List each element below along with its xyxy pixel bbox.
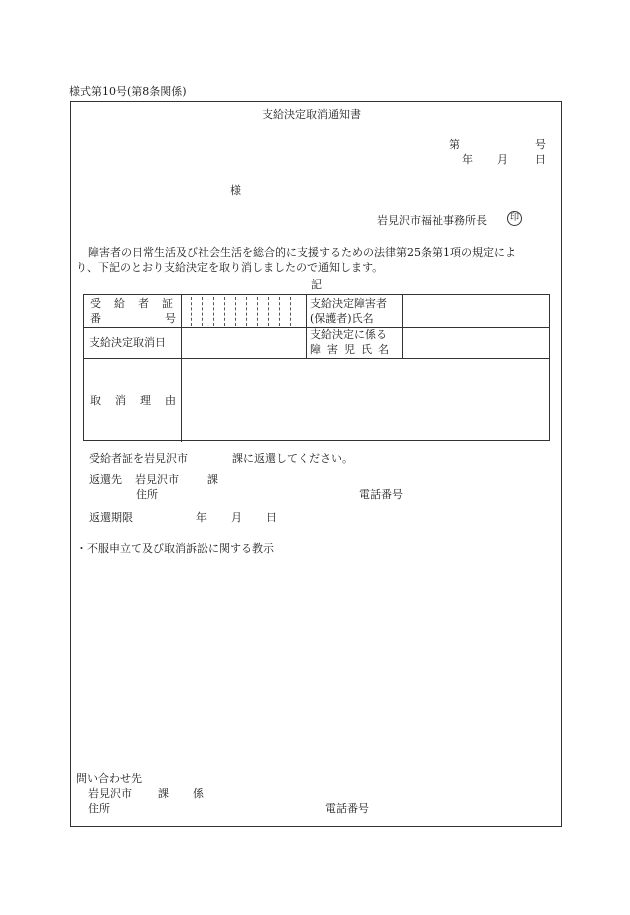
decided-person-label-2: (保護者)氏名 xyxy=(310,312,374,325)
recipient-honorific: 様 xyxy=(230,184,241,197)
number-prefix: 第 xyxy=(449,138,460,151)
form-number: 様式第10号(第8条関係) xyxy=(69,85,187,98)
digit-separator xyxy=(202,297,203,326)
details-table xyxy=(83,294,550,441)
reason-label: 取消理由 xyxy=(90,394,190,407)
appeal-notice: ・不服申立て及び取消訴訟に関する教示 xyxy=(76,542,274,555)
return-dest-dept: 課 xyxy=(207,473,218,486)
return-deadline-label: 返還期限 xyxy=(89,511,133,524)
cancel-date-label: 支給決定取消日 xyxy=(89,336,166,349)
decided-person-label-1: 支給決定障害者 xyxy=(310,297,387,310)
issue-day: 日 xyxy=(535,153,546,166)
table-col-divider xyxy=(402,295,403,358)
return-instruction-before: 受給者証を岩見沢市 xyxy=(89,452,188,465)
digit-separator xyxy=(268,297,269,326)
table-row-divider xyxy=(84,358,549,359)
seal-mark: 印 xyxy=(507,211,522,226)
table-col-divider xyxy=(306,295,307,358)
cert-no-label-2: 番 号 xyxy=(90,312,176,325)
digit-separator xyxy=(235,297,236,326)
return-instruction-after: 課に返還してください。 xyxy=(232,452,353,465)
digit-separator xyxy=(257,297,258,326)
return-deadline-day: 日 xyxy=(266,511,277,524)
body-line-1: 障害者の日常生活及び社会生活を総合的に支援するための法律第25条第1項の規定によ xyxy=(88,246,516,259)
number-suffix: 号 xyxy=(535,138,546,151)
digit-separator xyxy=(191,297,192,326)
child-label-2: 障害児氏名 xyxy=(310,343,395,356)
child-label-1: 支給決定に係る xyxy=(310,328,387,341)
cert-no-label-1: 受 給 者 証 xyxy=(90,297,176,310)
digit-separator xyxy=(279,297,280,326)
issuer-name: 岩見沢市福祉事務所長 xyxy=(377,214,487,227)
contact-address-label: 住所 xyxy=(88,802,110,815)
return-deadline-year: 年 xyxy=(196,511,207,524)
body-line-2: り、下記のとおり支給決定を取り消しましたので通知します。 xyxy=(76,261,384,274)
document-title: 支給決定取消通知書 xyxy=(262,108,361,121)
contact-phone-label: 電話番号 xyxy=(325,802,369,815)
return-dest-city: 岩見沢市 xyxy=(135,473,179,486)
return-deadline-month: 月 xyxy=(231,511,242,524)
issue-year: 年 xyxy=(462,153,473,166)
contact-city: 岩見沢市 xyxy=(88,787,132,800)
issue-month: 月 xyxy=(497,153,508,166)
table-col-divider xyxy=(181,295,182,442)
ki-heading: 記 xyxy=(311,278,322,291)
digit-separator xyxy=(290,297,291,326)
contact-section: 係 xyxy=(193,787,204,800)
return-phone-label: 電話番号 xyxy=(359,488,403,501)
contact-heading: 問い合わせ先 xyxy=(76,772,142,785)
return-dest-label: 返還先 xyxy=(89,473,122,486)
digit-separator xyxy=(213,297,214,326)
return-address-label: 住所 xyxy=(136,488,158,501)
digit-separator xyxy=(224,297,225,326)
contact-dept: 課 xyxy=(158,787,169,800)
digit-separator xyxy=(246,297,247,326)
